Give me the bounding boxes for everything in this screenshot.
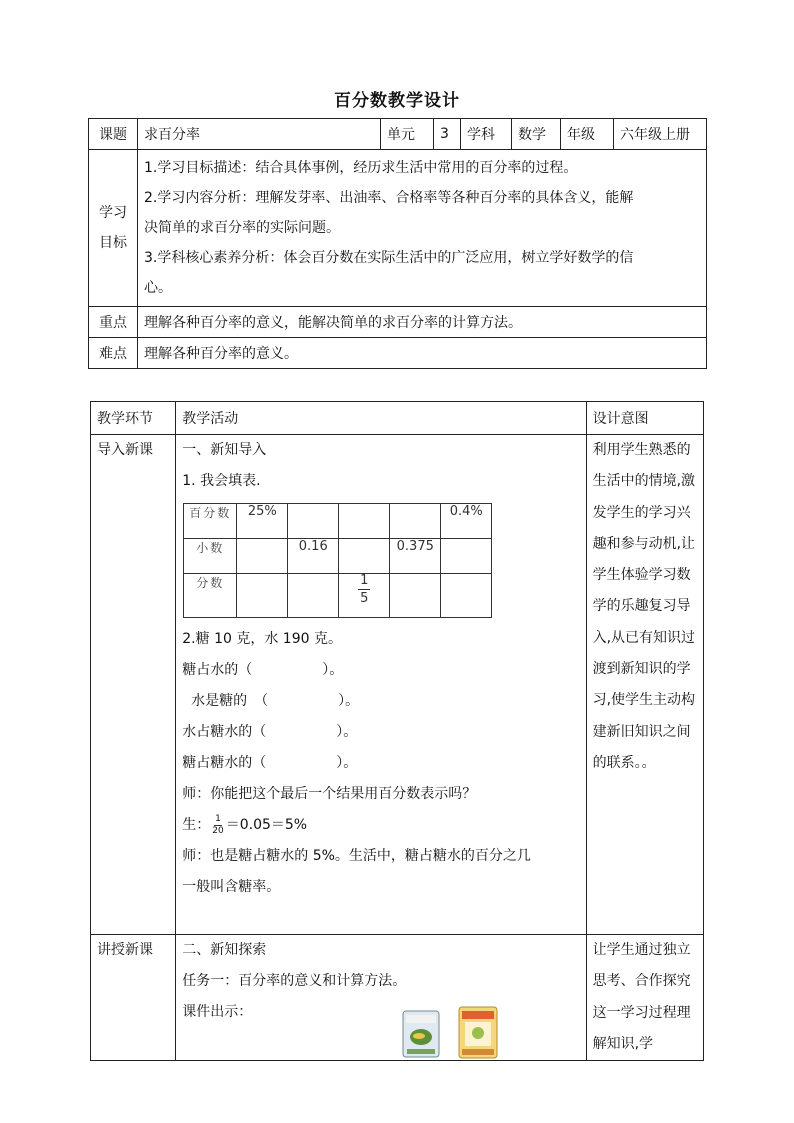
cell [390, 504, 441, 539]
section-heading: 一、新知导入 [182, 442, 267, 458]
subject-value: 数学 [512, 119, 561, 150]
task-1-title: 任务一：百分率的意义和计算方法。 [182, 973, 407, 989]
goal-line: 2.学习内容分析：理解发芽率、出油率、合格率等各种百分率的具体含义，能解 [144, 190, 634, 206]
goals-content [138, 150, 707, 307]
cell: 0.4% [441, 504, 492, 539]
stage-teaching: 讲授新课 [91, 935, 176, 1061]
header-stage: 教学环节 [91, 402, 176, 435]
task-2: 2.糖 10 克，水 190 克。 [182, 631, 342, 647]
difficulty-text: 理解各种百分率的意义。 [138, 338, 707, 369]
small-fraction: $\frac{1}{20}$ [212, 813, 224, 836]
teacher-note: 师：也是糖占糖水的 5%。生活中，糖占糖水的百分之几 [182, 848, 531, 864]
unit-label: 单元 [381, 119, 434, 150]
fraction: $\frac{1}{5}$ [360, 573, 369, 606]
cell [288, 504, 339, 539]
header-intent: 设计意图 [586, 402, 703, 435]
goals-label: 学习 目标 [89, 150, 138, 307]
seed-bags-image [399, 1005, 499, 1060]
row-label-decimal: 小数 [184, 539, 237, 574]
student-answer: 生： $\frac{1}{20}$ ＝0.05＝5% [182, 813, 308, 836]
activity-intro [176, 435, 586, 935]
header-activity: 教学活动 [176, 402, 586, 435]
cell [390, 574, 441, 618]
row-label-fraction: 分数 [184, 574, 237, 618]
teaching-plan-table [90, 401, 704, 1061]
cell [288, 574, 339, 618]
grade-value: 六年级上册 [614, 119, 707, 150]
difficulty-label: 难点 [89, 338, 138, 369]
fill-table [183, 503, 492, 618]
cell [441, 574, 492, 618]
cell: 25% [237, 504, 288, 539]
goal-line: 3.学科核心素养分析：体会百分数在实际生活中的广泛应用，树立学好数学的信 [144, 250, 634, 266]
topic-value: 求百分率 [138, 119, 381, 150]
cell [339, 539, 390, 574]
cell [237, 574, 288, 618]
fill-line: 水占糖水的（ ）。 [182, 724, 358, 740]
row-label-percent: 百分数 [184, 504, 237, 539]
goal-line: 心。 [144, 280, 172, 296]
subject-label: 学科 [461, 119, 512, 150]
activity-teaching [176, 935, 586, 1061]
key-point-label: 重点 [89, 307, 138, 338]
goal-line: 1.学习目标描述：结合具体事例，经历求生活中常用的百分率的过程。 [144, 160, 578, 176]
stage-intro: 导入新课 [91, 435, 176, 935]
fill-line: 水是糖的 （ ）。 [182, 693, 360, 709]
overview-table [88, 118, 707, 369]
page-title: 百分数教学设计 [334, 91, 460, 111]
teacher-note: 一般叫含糖率。 [182, 879, 281, 895]
cell [237, 539, 288, 574]
teacher-question: 师：你能把这个最后一个结果用百分数表示吗？ [182, 786, 477, 802]
topic-label: 课题 [89, 119, 138, 150]
cell [441, 539, 492, 574]
cell: 0.375 [390, 539, 441, 574]
cell: 0.16 [288, 539, 339, 574]
intent-teaching: 让学生通过独立思考、合作探究这一学习过程理解知识,学 [586, 935, 703, 1061]
goal-line: 决简单的求百分率的实际问题。 [144, 220, 340, 236]
task-1: 1. 我会填表. [182, 473, 261, 489]
courseware-label: 课件出示： [182, 1004, 253, 1020]
intent-intro: 利用学生熟悉的生活中的情境,激发学生的学习兴趣和参与动机,让学生体验学习数学的乐趣复习导入,从已有知识过渡到新知识的学习,使学生主动构建新旧知识之间的联系。。 [586, 435, 703, 935]
cell [339, 574, 390, 618]
unit-value: 3 [434, 119, 461, 150]
cell [339, 504, 390, 539]
fill-line: 糖占糖水的（ ）。 [182, 755, 358, 771]
grade-label: 年级 [561, 119, 614, 150]
key-point-text: 理解各种百分率的意义，能解决简单的求百分率的计算方法。 [138, 307, 707, 338]
section-heading: 二、新知探索 [182, 942, 267, 958]
fill-line: 糖占水的（ ）。 [182, 662, 344, 678]
